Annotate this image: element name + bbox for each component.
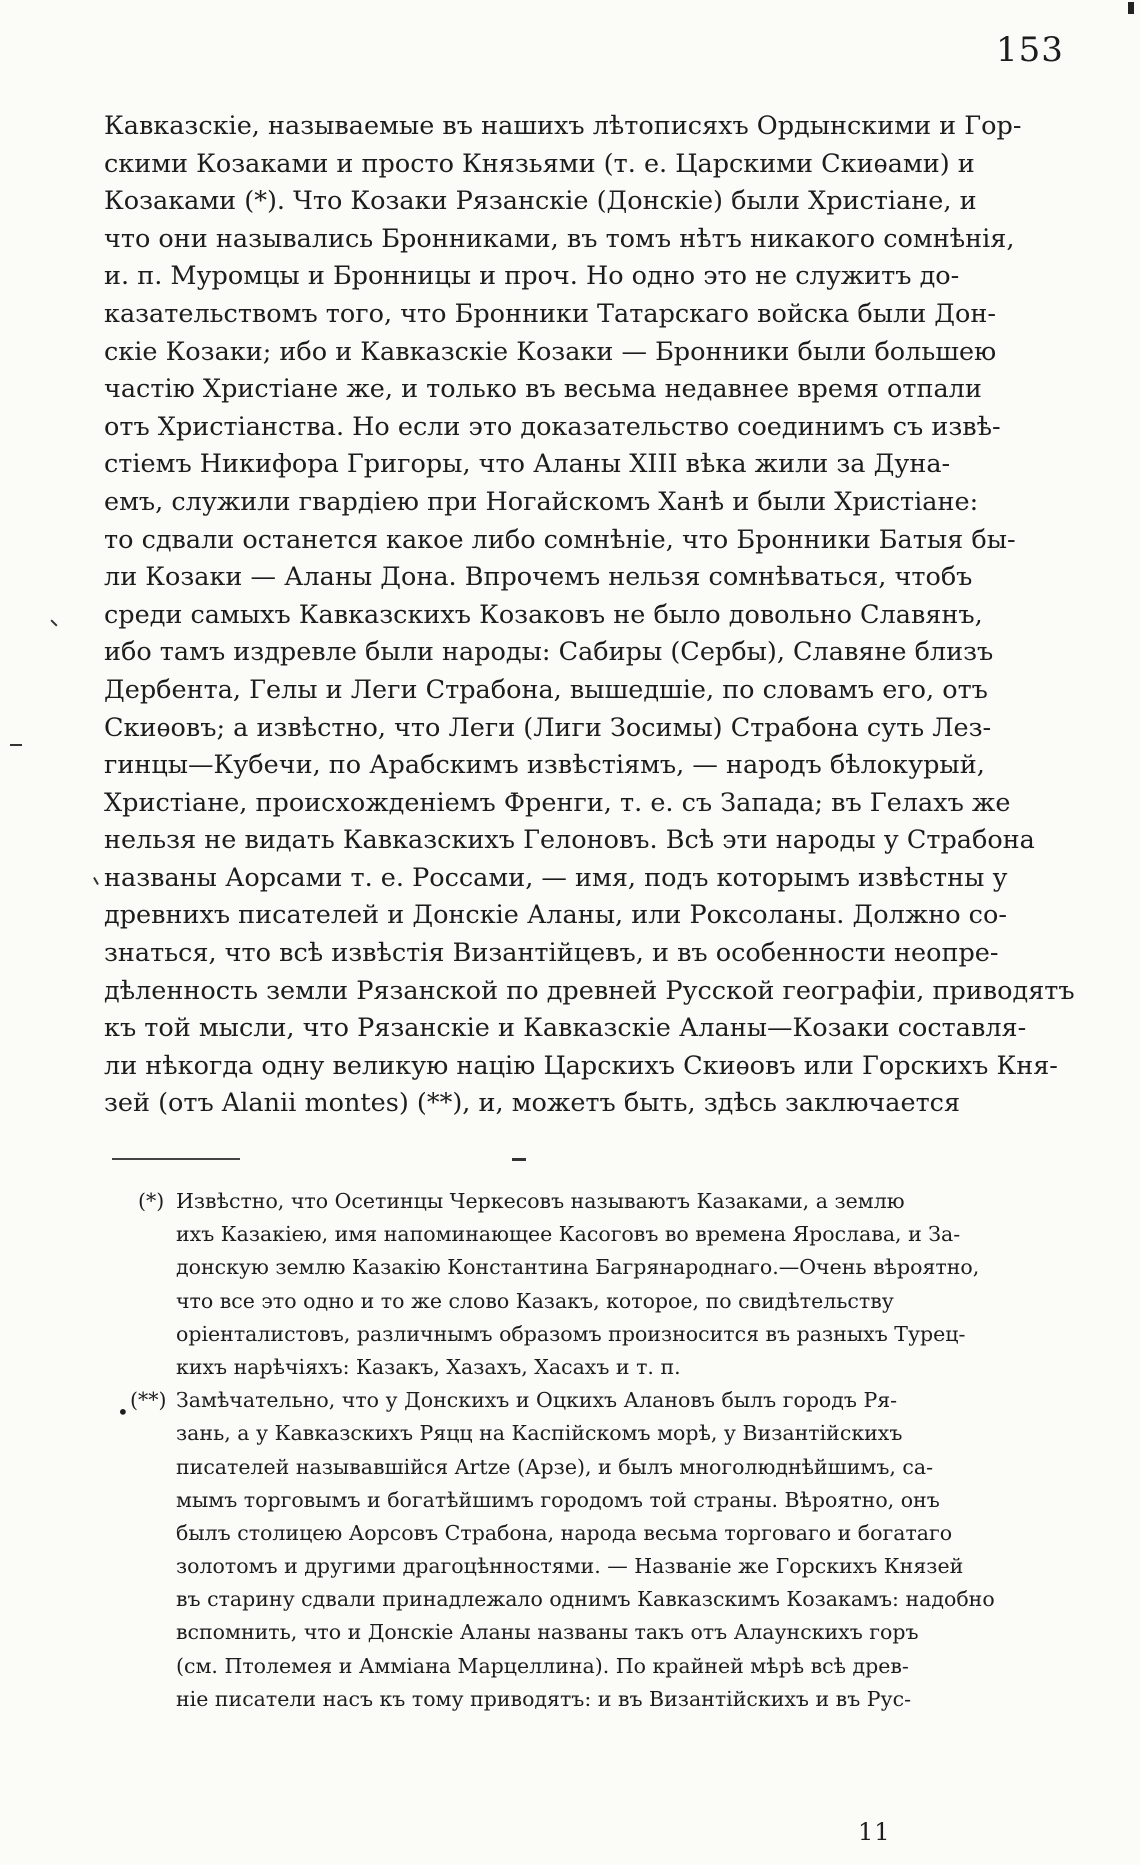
footnote-bullet-mark: • xyxy=(117,1400,129,1424)
text-line: то сдвали останется какое либо сомнѣніе, что Бронники Батыя бы- xyxy=(104,524,1016,555)
text-line: дѣленность земли Рязанской по древней Русской географіи, приводятъ xyxy=(104,975,1075,1006)
footnote-line: кихъ нарѣчіяхъ: Казакъ, Хазахъ, Хасахъ и т. п. xyxy=(176,1354,681,1379)
footnote-line: (см. Птолемея и Амміана Марцеллина). По крайней мѣрѣ всѣ древ- xyxy=(176,1653,909,1678)
footnote-line: вспомнить, что и Донскіе Аланы названы такъ отъ Алаунскихъ горъ xyxy=(176,1620,919,1645)
footnote-line: ніе писатели насъ къ тому приводятъ: и въ Византійскихъ и въ Рус- xyxy=(176,1686,912,1711)
margin-mark xyxy=(10,744,22,746)
text-line: ибо тамъ издревле были народы: Сабиры (Сербы), Славяне близъ xyxy=(104,637,994,668)
text-line: казательствомъ того, что Бронники Татарскаго войска были Дон- xyxy=(104,298,997,329)
footnote-line: Замѣчательно, что у Донскихъ и Оцкихъ Алановъ былъ городъ Ря- xyxy=(176,1388,898,1413)
text-line: гинцы—Кубечи, по Арабскимъ извѣстіямъ, — народъ бѣлокурый, xyxy=(104,750,985,781)
footnote-divider-mark xyxy=(512,1158,526,1161)
footnote-line: что все это одно и то же слово Казакъ, которое, по свидѣтельству xyxy=(176,1288,894,1313)
footnote-divider xyxy=(112,1158,240,1160)
text-line: и. п. Муромцы и Бронницы и проч. Но одно это не служитъ до- xyxy=(104,261,960,292)
footnote-line: Извѣстно, что Осетинцы Черкесовъ называютъ Казаками, а землю xyxy=(176,1189,905,1213)
text-line: знаться, что всѣ извѣстія Византійцевъ, и въ особенности неопре- xyxy=(104,938,999,969)
corner-ink-mark xyxy=(1128,2,1134,14)
footnote-line: оріенталистовъ, различнымъ образомъ произносится въ разныхъ Турец- xyxy=(176,1321,966,1346)
footnote-line: былъ столицею Аорсовъ Страбона, народа весьма торговаго и богатаго xyxy=(176,1520,953,1545)
signature-mark: 11 xyxy=(858,1818,891,1846)
text-line: названы Аорсами т. е. Россами, — имя, подъ которымъ извѣстны у xyxy=(104,862,1008,893)
main-text xyxy=(104,108,1075,1123)
text-line: среди самыхъ Кавказскихъ Козаковъ не было довольно Славянъ, xyxy=(104,599,983,630)
footnote-2 xyxy=(176,1384,1046,1716)
footnote-line: мымъ торговымъ и богатѣйшимъ городомъ той страны. Вѣроятно, онъ xyxy=(176,1487,940,1512)
text-line: Козаками (*). Что Козаки Рязанскіе (Донскіе) были Христіане, и xyxy=(104,186,977,217)
page-number: 153 xyxy=(996,30,1064,70)
footnote-marker: (**) xyxy=(130,1388,167,1412)
margin-mark xyxy=(93,877,99,885)
footnotes xyxy=(176,1185,1046,1716)
text-line: емъ, служили гвардіею при Ногайскомъ Ханѣ и были Христіане: xyxy=(104,486,979,517)
margin-mark xyxy=(50,619,57,626)
footnote-line: ихъ Казакіею, имя напоминающее Касоговъ во времена Ярослава, и За- xyxy=(176,1222,961,1247)
footnote-line: зань, а у Кавказскихъ Ряцц на Каспійскомъ морѣ, у Византійскихъ xyxy=(176,1421,903,1446)
footnote-line: золотомъ и другими драгоцѣнностями. — Названіе же Горскихъ Князей xyxy=(176,1554,964,1579)
text-line: нельзя не видать Кавказскихъ Гелоновъ. Всѣ эти народы у Страбона xyxy=(104,825,1035,856)
text-line: зей (отъ Alanii montes) (**), и, можетъ быть, здѣсь заключается xyxy=(104,1088,961,1119)
text-line: древнихъ писателей и Донскіе Аланы, или Роксоланы. Должно со- xyxy=(104,900,1007,931)
text-line: Христіане, происхожденіемъ Френги, т. е. съ Запада; въ Гелахъ же xyxy=(104,787,1011,818)
footnote-1 xyxy=(176,1185,1046,1384)
text-line: ли нѣкогда одну великую націю Царскихъ Скиѳовъ или Горскихъ Кня- xyxy=(104,1050,1058,1081)
text-line: скіе Козаки; ибо и Кавказскіе Козаки — Бронники были большею xyxy=(104,336,997,367)
text-line: частію Христіане же, и только въ весьма недавнее время отпали xyxy=(104,374,982,405)
text-line: отъ Христіанства. Но если это доказательство соединимъ съ извѣ- xyxy=(104,411,1001,442)
footnote-line: въ старину сдвали принадлежало однимъ Кавказскимъ Козакамъ: надобно xyxy=(176,1587,995,1612)
text-line: скими Козаками и просто Князьями (т. е. Царскими Скиѳами) и xyxy=(104,148,975,179)
text-line: что они назывались Бронниками, въ томъ нѣтъ никакого сомнѣнія, xyxy=(104,223,1015,254)
text-line: ли Козаки — Аланы Дона. Впрочемъ нельзя сомнѣваться, чтобъ xyxy=(104,562,973,593)
footnote-line: донскую землю Казакію Константина Багрянароднаго.—Очень вѣроятно, xyxy=(176,1255,980,1280)
footnote-marker: (*) xyxy=(138,1189,165,1213)
text-line: стіемъ Никифора Григоры, что Аланы XIII вѣка жили за Дуна- xyxy=(104,449,951,480)
text-line: Кавказскіе, называемые въ нашихъ лѣтописяхъ Ордынскими и Гор- xyxy=(104,111,1022,141)
text-line: Скиѳовъ; а извѣстно, что Леги (Лиги Зосимы) Страбона суть Лез- xyxy=(104,712,992,743)
footnote-line: писателей называвшійся Artze (Арзе), и былъ многолюднѣйшимъ, са- xyxy=(176,1454,934,1479)
text-line: Дербента, Гелы и Леги Страбона, вышедшіе, по словамъ его, отъ xyxy=(104,674,988,705)
text-line: къ той мысли, что Рязанскіе и Кавказскіе Аланы—Козаки составля- xyxy=(104,1013,1027,1044)
